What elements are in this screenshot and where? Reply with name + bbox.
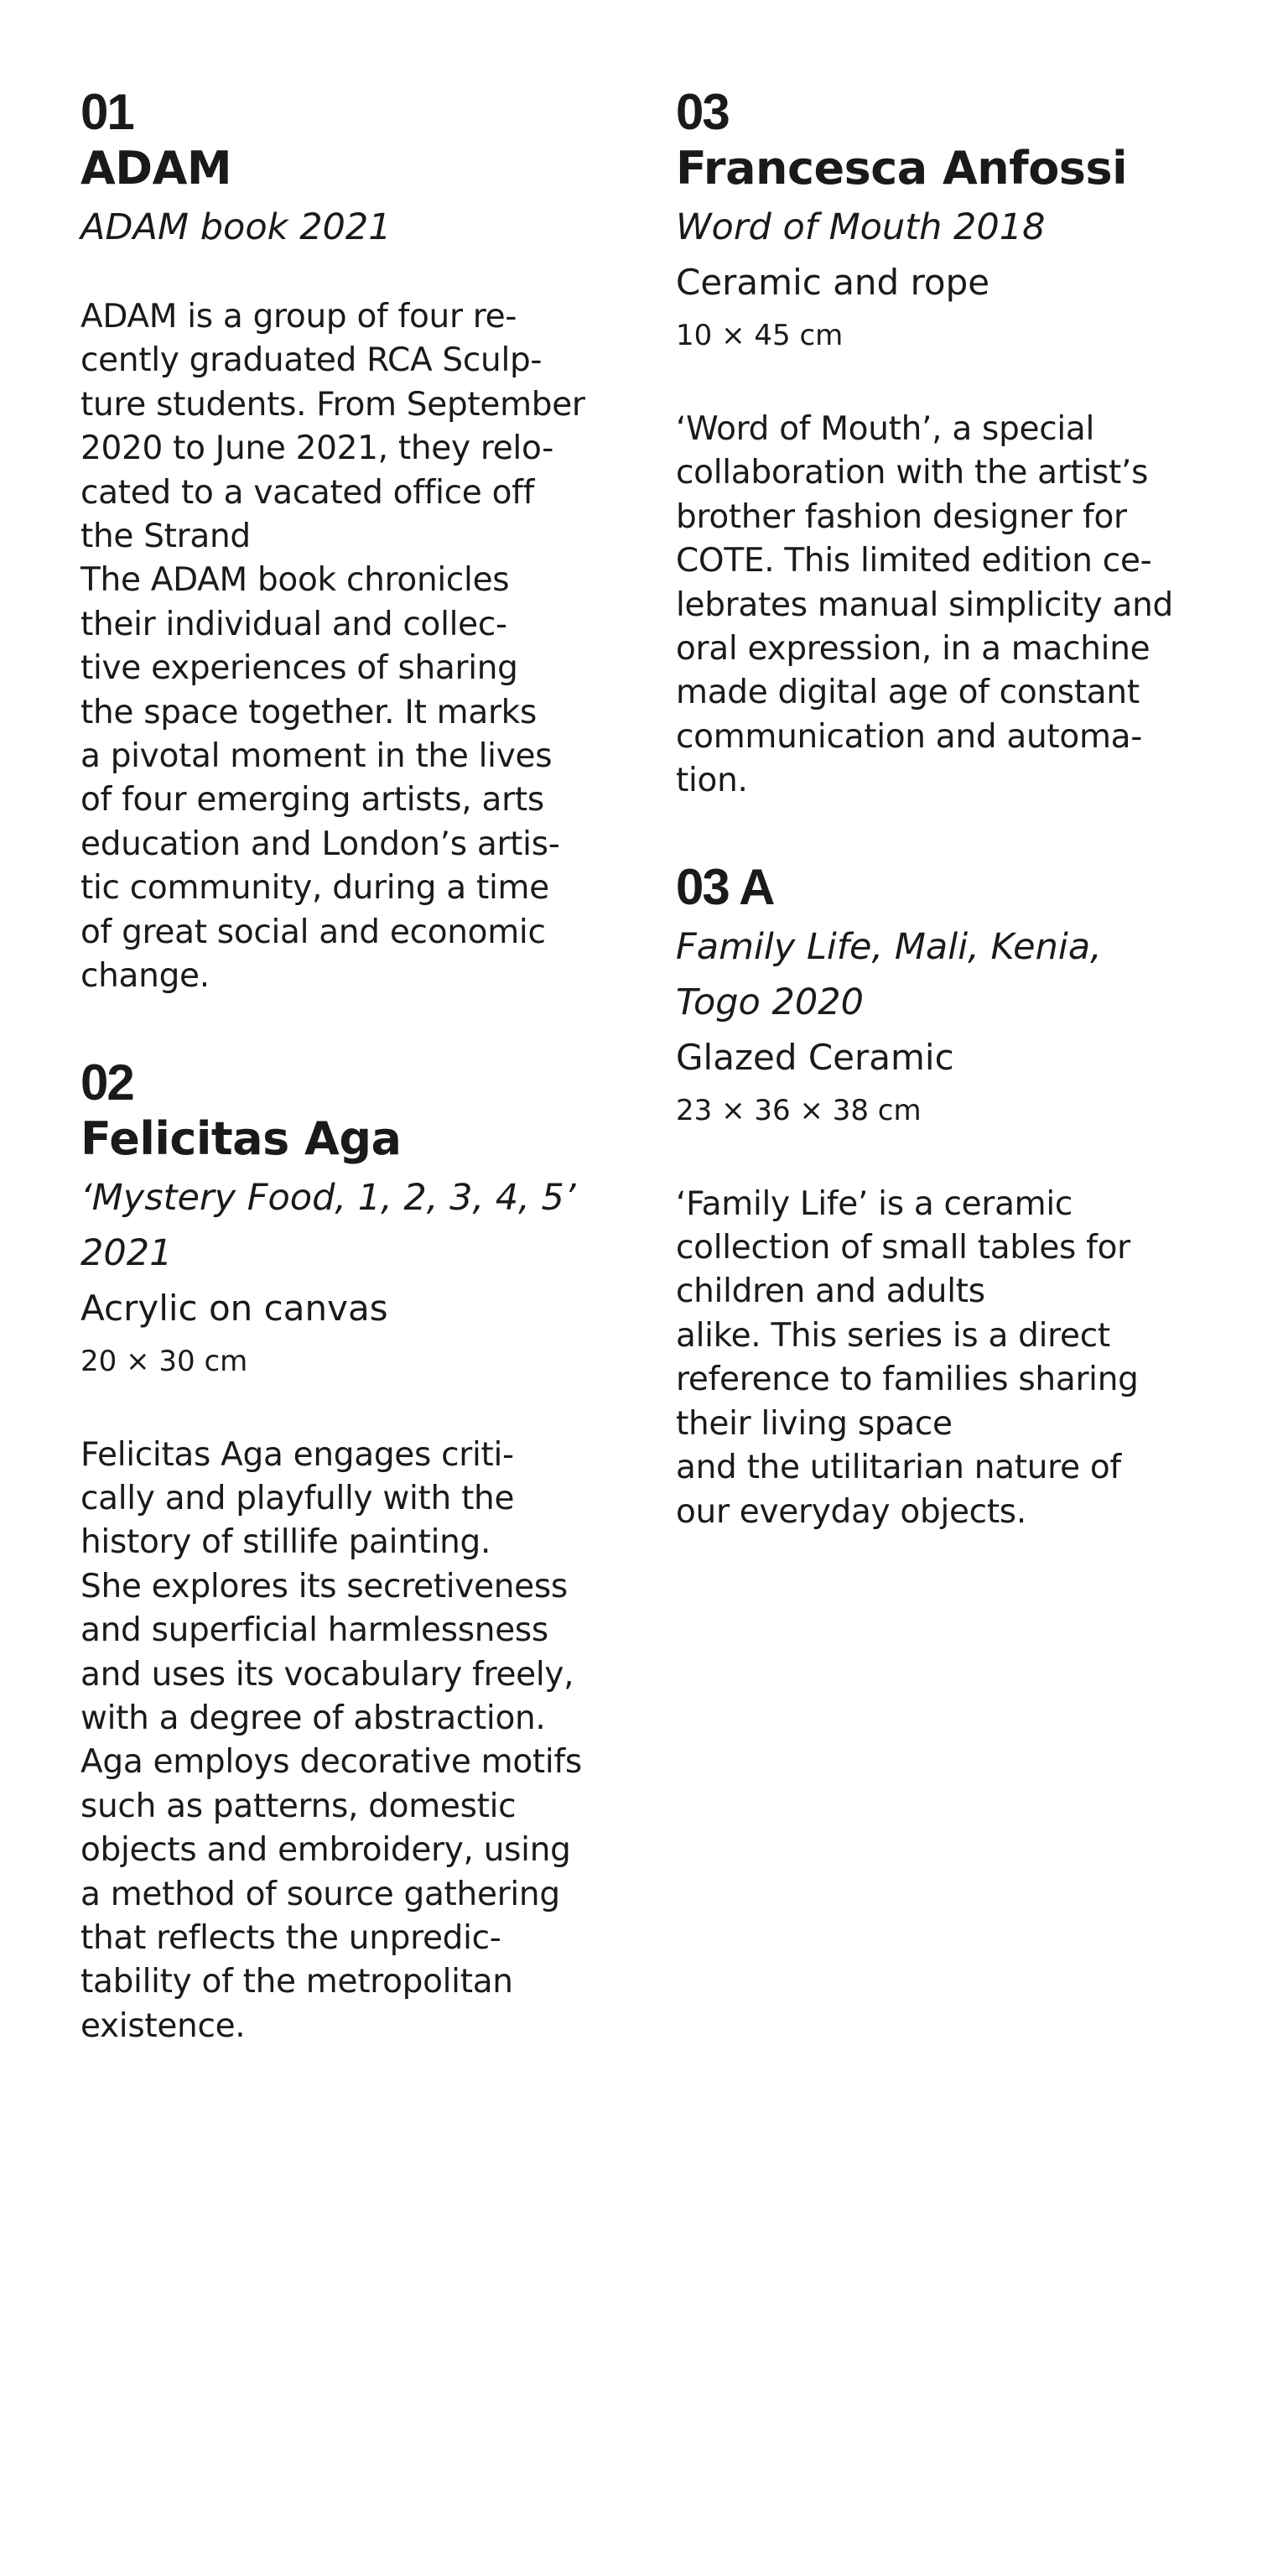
left-column: [80, 84, 634, 2048]
entry-number: 01: [80, 84, 133, 140]
artist-name: Felicitas Aga: [80, 1111, 402, 1165]
entry-description: ‘Family Life’ is a ceramic collection of small tables for children and adults alike. This series is a direct reference to families sharing their living space and the utilitarian nature of our everyday objects.: [676, 1184, 1139, 1531]
entry-03a: [676, 859, 1246, 1534]
work-medium: Glazed Ceramic: [676, 1036, 954, 1078]
work-dimensions: 23 × 36 × 38 cm: [676, 1093, 922, 1127]
work-dimensions: 10 × 45 cm: [676, 319, 844, 352]
work-title: Family Life, Mali, Kenia, Togo 2020: [676, 925, 1102, 1023]
entry-number: 03 A: [676, 858, 774, 915]
entry-02: [80, 1054, 634, 2049]
artist-name: ADAM: [80, 142, 232, 195]
entry-description: ‘Word of Mouth’, a special collaboration with the artist’s brother fashion designer for COTE. This limited edition ce- lebrates manual simplicity and oral expression, in a machine made digital age of constant communication and automa- tion.: [676, 410, 1173, 800]
entry-03: [676, 84, 1246, 804]
work-medium: Ceramic and rope: [676, 262, 990, 303]
work-title: ADAM book 2021: [80, 206, 392, 248]
entry-description: ADAM is a group of four re- cently graduated RCA Sculp- ture students. From September 2020 to June 2021, they relo- cated to a vacated office off the Strand The ADAM book chronicles their individual and collec- tive experiences of sharing the space together. It marks a pivotal moment in the lives of four emerging artists, arts education and London’s artis- tic community, during a time of great social and economic change.: [80, 298, 585, 996]
entry-number: 03: [676, 84, 729, 140]
entry-01: [80, 84, 634, 999]
entry-number: 02: [80, 1054, 133, 1111]
right-column: [676, 84, 1246, 1534]
work-dimensions: 20 × 30 cm: [80, 1344, 248, 1378]
work-title: ‘Mystery Food, 1, 2, 3, 4, 5’ 2021: [80, 1176, 576, 1274]
artist-name: Francesca Anfossi: [676, 142, 1128, 195]
entry-description: Felicitas Aga engages criti- cally and playfully with the history of stillife painting. She explores its secretiveness and superficial harmlessness and uses its vocabulary freely, with a degree of abstraction. Aga employs decorative motifs such as patterns, domestic objects and embroidery, using a method of source gathering that reflects the unpredic- tability of the metropolitan existence.: [80, 1435, 582, 2045]
work-title: Word of Mouth 2018: [676, 206, 1046, 248]
work-medium: Acrylic on canvas: [80, 1287, 388, 1329]
